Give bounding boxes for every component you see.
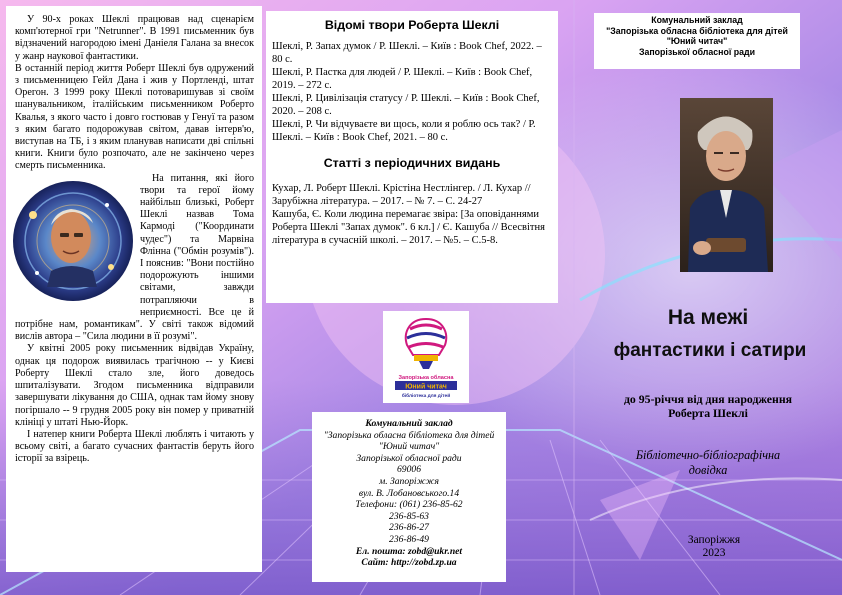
imprint-year: 2023 [702, 547, 726, 559]
work-entry: Шеклі, Р. Чи відчуваєте ви щось, коли я роблю ось так? / Р. Шеклі. – Київ : Book Chef, 2021. – 80 с. [272, 119, 536, 143]
header-org-name2: "Юний читач" [666, 36, 728, 46]
document-type: Бібліотечно-бібліографічна довідка [635, 448, 781, 477]
contact-org-name2: "Юний читач" [378, 441, 440, 453]
author-photo [680, 98, 773, 272]
articles-title: Статті з періодичних видань [323, 156, 501, 170]
work-entry: Шеклі, Р. Запах думок / Р. Шеклі. – Київ : Book Chef, 2022. – 80 с. [272, 41, 542, 65]
header-org-type: Комунальний заклад [651, 15, 743, 25]
contact-phone: 236-86-27 [389, 522, 429, 534]
contact-email: Ел. пошта: zobd@ukr.net [355, 545, 463, 557]
contact-postcode: 69006 [397, 464, 421, 476]
article-entry: Кашуба, Є. Коли людина перемагає звіра: [За оповіданнями Роберта Шеклі "Запах думок". 6 кл.] / Є. Кашуба // Всесвітня література в сучасній школі. – 2017. – №5. – С.5-8. [272, 209, 545, 246]
bio-paragraph: У 90-х роках Шеклі працював над сценарієм комп'ютерної гри "Netrunner". В 1991 письменник був відзначений нагородою імені Даніеля Галана за внесок у жанр наукової фантастики. [15, 14, 254, 62]
cover-subtitle: до 95-річчя від дня народження Роберта Шеклі [623, 392, 793, 420]
contact-site: Сайт: http://zobd.zp.ua [361, 557, 457, 569]
imprint-city: Запоріжжя [687, 534, 741, 546]
header-council: Запорізької обласної ради [638, 46, 756, 57]
contact-phone: 236-86-49 [389, 533, 429, 545]
header-org-name: "Запорізька обласна бібліотека для дітей [606, 25, 788, 36]
logo-text-main: Юний читач [405, 383, 447, 391]
contact-city: м. Запоріжжя [379, 475, 439, 487]
contact-street: вул. В. Лобановського.14 [358, 487, 460, 499]
works-title: Відомі твори Роберта Шеклі [324, 18, 500, 32]
library-logo [383, 311, 469, 403]
cover-title-line1: На межі [667, 306, 749, 329]
contact-org-name: "Запорізька обласна бібліотека для дітей [323, 429, 495, 441]
article-entry: Кухар, Л. Роберт Шеклі. Крістіна Нестлінгер. / Л. Кухар // Зарубіжна література. – 2017. – № 7. – С. 24-27 [272, 183, 531, 207]
bibliography-panel [266, 11, 558, 303]
bio-paragraph-text: В останній період життя Роберт Шеклі був одружений з письменницею Гейл Дана і жив у Портленді, штат Орегон. З 1999 року Шеклі потоваришував зі своїм шанувальником, італійським письменником Роберто Квалья, з якого часто і довго гостював у Генуї та разом з яким багато подорожував світом, давав інтерв'ю, виступав на ТБ, і з яким планував написати дві спільні книги. Книги було розпочато, але не закінчено через смерть письменника. [15, 62, 254, 172]
logo-text-bottom: бібліотека для дітей [401, 394, 451, 399]
imprint [674, 534, 754, 560]
cover-title-line2: фантастики і сатири [613, 340, 807, 361]
shekley-portrait-illustration [11, 175, 134, 307]
contact-panel [312, 412, 506, 582]
logo-text-top: Запорізька обласна [398, 375, 454, 381]
bio-paragraph: На питання, які його твори та герої йому найбільш близькі, Роберт Шеклі назвав Тома Кармоді ("Координати чудес") та Марвіна Флінна ("Обмін розумів"). І пояснив: "Вони постійно подорожують іншими світами, завжди потрапляючи в неприємності. Все це й потрібне нам, романтикам". У світі також відомий вислів автора – "Сила людини в її розумі". [15, 172, 254, 343]
contact-phone: Телефони: (061) 236-85-62 [355, 499, 463, 511]
publisher-header [594, 13, 800, 69]
biography-panel [6, 6, 262, 572]
contact-phone: 236-85-63 [389, 510, 429, 522]
work-entry: Шеклі, Р. Пастка для людей / Р. Шеклі. – Київ : Book Chef, 2019. – 272 с. [272, 67, 533, 91]
bio-paragraph: І натепер книги Роберта Шеклі люблять і читають у всьому світі, а багато сучасних фантастів беруть його історії за взірець. [15, 428, 254, 465]
work-entry: Шеклі, Р. Цивілізація статусу / Р. Шеклі. – Київ : Book Chef, 2020. – 208 с. [272, 93, 540, 117]
bio-paragraph: У квітні 2005 року письменник відвідав Україну, однак ця подорож виявилась трагічною -- у Києві Роберту Шеклі стало зле, його доведось шпиталізувати. Згодом письменника відправили завершувати лікування до США, однак там йому знову погіршало -- 9 грудня 2005 року він помер у приватній клініці у штаті Нью-Йорк. [15, 343, 254, 428]
bio-paragraph [15, 63, 254, 173]
contact-council: Запорізької обласної ради [356, 452, 462, 464]
contact-org-type: Комунальний заклад [365, 418, 453, 429]
